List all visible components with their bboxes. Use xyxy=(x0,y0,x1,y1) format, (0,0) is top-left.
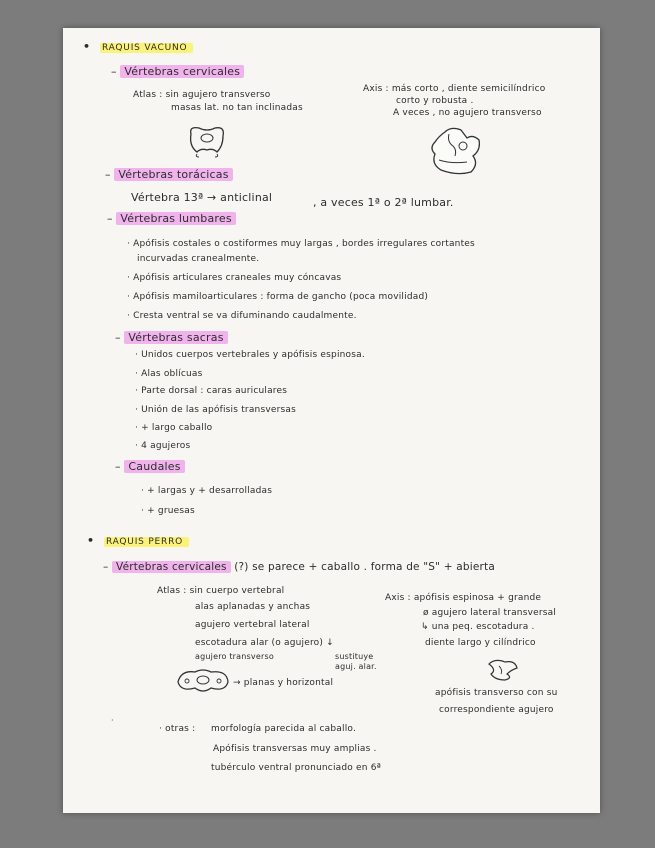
axis-line-2: corto y robusta . xyxy=(396,96,474,106)
otras-line-3: tubérculo ventral pronunciado en 6ª xyxy=(211,763,382,773)
caudales-item-1: · + largas y + desarrolladas xyxy=(141,486,273,496)
perro-axis-line-3: ↳ una peq. escotadura . xyxy=(421,622,535,632)
sacras-item-1: · Unidos cuerpos vertebrales y apófisis espinosa. xyxy=(135,350,365,360)
perro-axis-caption-1: apófisis transverso con su xyxy=(435,688,558,698)
lumbares-item-3: · Apófisis mamiloarticulares : forma de gancho (poca movilidad) xyxy=(127,292,429,302)
sacras-item-2: · Alas oblícuas xyxy=(135,369,203,379)
heading-sacras: – Vértebras sacras xyxy=(115,331,228,344)
heading-lumbares: – Vértebras lumbares xyxy=(107,212,236,225)
lumbares-item-1: · Apófisis costales o costiformes muy largas , bordes irregulares cortantes xyxy=(127,239,475,249)
atlas-vacuno-sketch-icon xyxy=(187,124,227,158)
otras-label: · otras : xyxy=(159,724,196,734)
toracicas-text-b: , a veces 1ª o 2ª lumbar. xyxy=(313,196,454,209)
perro-atlas-note-1: agujero transverso xyxy=(195,652,274,661)
axis-line-3: A veces , no agujero transverso xyxy=(393,108,542,118)
perro-axis-line-1: Axis : apófisis espinosa + grande xyxy=(385,593,542,603)
heading-cervicales-vacuno: – Vértebras cervicales xyxy=(111,65,244,78)
lumbares-item-2: · Apófisis articulares craneales muy cóncavas xyxy=(127,273,342,283)
lumbares-item-1-cont: incurvadas cranealmente. xyxy=(137,254,260,264)
sacras-item-5: · + largo caballo xyxy=(135,423,213,433)
perro-axis-line-4: diente largo y cilíndrico xyxy=(425,638,536,648)
heading-caudales: – Caudales xyxy=(115,460,185,473)
sacras-item-6: · 4 agujeros xyxy=(135,441,191,451)
perro-atlas-note-3: aguj. alar. xyxy=(335,662,377,671)
atlas-line-2: masas lat. no tan inclinadas xyxy=(171,103,303,113)
perro-atlas-line-2: alas aplanadas y anchas xyxy=(195,602,311,612)
notebook-page xyxy=(63,28,600,813)
perro-atlas-line-4: escotadura alar (o agujero) ↓ xyxy=(195,638,334,648)
atlas-perro-sketch-icon xyxy=(175,666,231,696)
axis-line-1: Axis : más corto , diente semicilíndrico xyxy=(363,84,546,94)
section-title-perro: • RAQUIS PERRO xyxy=(87,534,189,547)
caudales-item-2: · + gruesas xyxy=(141,506,195,516)
axis-perro-sketch-icon xyxy=(485,656,521,682)
stray-dot: · xyxy=(111,716,114,725)
sacras-item-4: · Unión de las apófisis transversas xyxy=(135,405,296,415)
perro-axis-caption-2: correspondiente agujero xyxy=(439,705,554,715)
perro-atlas-note-2: sustituye xyxy=(335,652,374,661)
toracicas-text-a: Vértebra 13ª → anticlinal xyxy=(131,191,273,204)
otras-line-2: Apófisis transversas muy amplias . xyxy=(213,744,377,754)
perro-atlas-line-3: agujero vertebral lateral xyxy=(195,620,310,630)
atlas-line-1: Atlas : sin agujero transverso xyxy=(133,90,271,100)
section-title-vacuno: • RAQUIS VACUNO xyxy=(83,40,193,53)
sacras-item-3: · Parte dorsal : caras auriculares xyxy=(135,386,288,396)
lumbares-item-4: · Cresta ventral se va difuminando caudalmente. xyxy=(127,311,357,321)
axis-vacuno-sketch-icon xyxy=(427,124,487,178)
otras-line-1: morfología parecida al caballo. xyxy=(211,724,357,734)
heading-cervicales-perro: – Vértebras cervicales (?) se parece + caballo . forma de "S" + abierta xyxy=(103,561,495,573)
heading-toracicas: – Vértebras torácicas xyxy=(105,168,233,181)
perro-atlas-line-1: Atlas : sin cuerpo vertebral xyxy=(157,586,285,596)
perro-axis-line-2: ø agujero lateral transversal xyxy=(423,608,557,618)
perro-atlas-sketch-caption: → planas y horizontal xyxy=(233,678,334,688)
